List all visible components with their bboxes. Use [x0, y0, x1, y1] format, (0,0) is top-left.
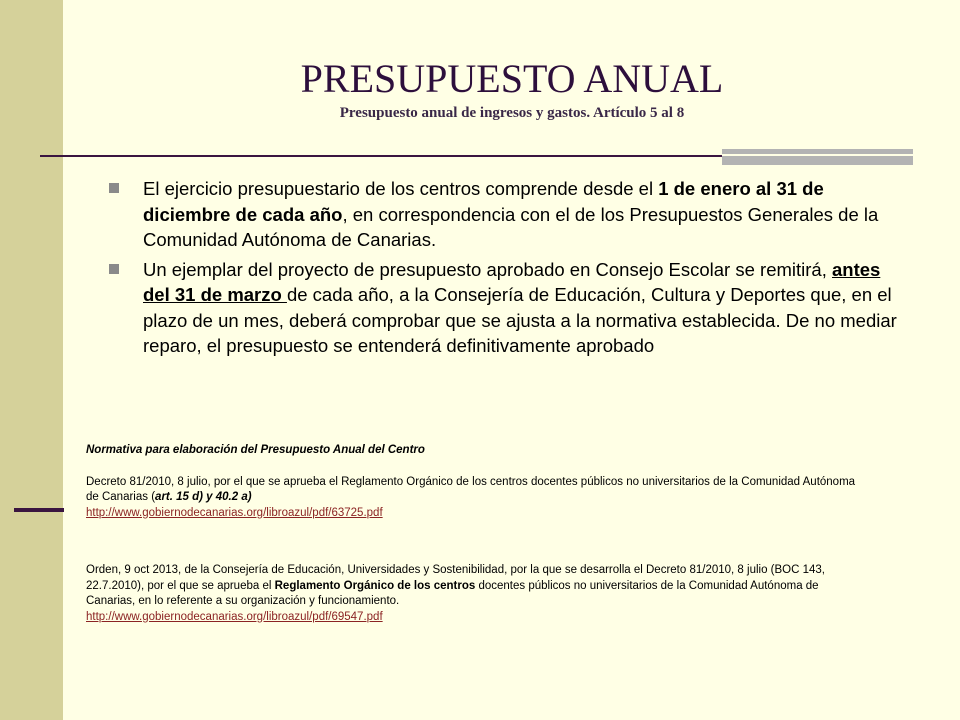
bullet-text-part: El ejercicio presupuestario de los centros comprende desde el [143, 178, 659, 199]
reference-text-emphasis: art. 15 d) y 40.2 a) [155, 491, 252, 503]
bullet-text-part: de cada año, a la Consejería de Educación, Cultura y Deportes que, en el plazo de un mes, deberá comprobar que se ajusta a la normativa establecida. De no mediar reparo, el presupuesto se entenderá definitivamente aprobado [143, 284, 897, 356]
square-bullet-icon [109, 264, 119, 274]
reference-text: Orden, 9 oct 2013, de la Consejería de Educación, Universidades y Sostenibilidad, por la que se desarrolla el Decreto 81/2010, 8 julio (BOC 143, 22.7.2010), por el que se aprueba el [86, 564, 825, 592]
reference-text-bold: Reglamento Orgánico de los centros [274, 579, 476, 592]
left-decorative-band [0, 0, 63, 720]
bullet-item-submission [109, 257, 909, 359]
references-section [86, 443, 866, 667]
bullet-item-fiscal-year [109, 176, 909, 253]
title-divider-accent [722, 149, 913, 165]
title-block [64, 56, 960, 123]
bullet-text-part: , en correspondencia con el de los Presupuestos Generales de la Comunidad Autónoma de Canarias. [143, 203, 879, 250]
reference-item [86, 475, 866, 522]
reference-link[interactable]: http://www.gobiernodecanarias.org/libroazul/pdf/63725.pdf [86, 506, 383, 519]
reference-text: Decreto 81/2010, 8 julio, por el que se aprueba el Reglamento Orgánico de los centros docentes públicos no universitarios de la Comunidad Autónoma de Canarias ( [86, 475, 856, 503]
reference-link[interactable]: http://www.gobiernodecanarias.org/libroazul/pdf/69547.pdf [86, 610, 383, 623]
page-title: PRESUPUESTO ANUAL [300, 56, 724, 101]
bullet-text [143, 176, 909, 253]
bullet-text-part: Un ejemplar del proyecto de presupuesto aprobado en Consejo Escolar se remitirá, [143, 258, 832, 280]
left-band-accent-rule [14, 508, 64, 512]
reference-text: docentes públicos no universitarios de la Comunidad Autónoma de Canarias, en lo referente a su organización y funcionamiento. [86, 579, 819, 607]
bullet-text [143, 257, 909, 359]
references-heading: Normativa para elaboración del Presupuesto Anual del Centro [86, 444, 425, 456]
square-bullet-icon [109, 183, 119, 193]
bullet-list [109, 176, 909, 363]
bullet-text-bold: 1 de enero al 31 de diciembre de cada año [143, 178, 824, 225]
page-subtitle: Presupuesto anual de ingresos y gastos. Artículo 5 al 8 [339, 105, 685, 121]
bullet-text-bold-underlined: antes del 31 de marzo [143, 258, 881, 305]
reference-item [86, 563, 866, 625]
